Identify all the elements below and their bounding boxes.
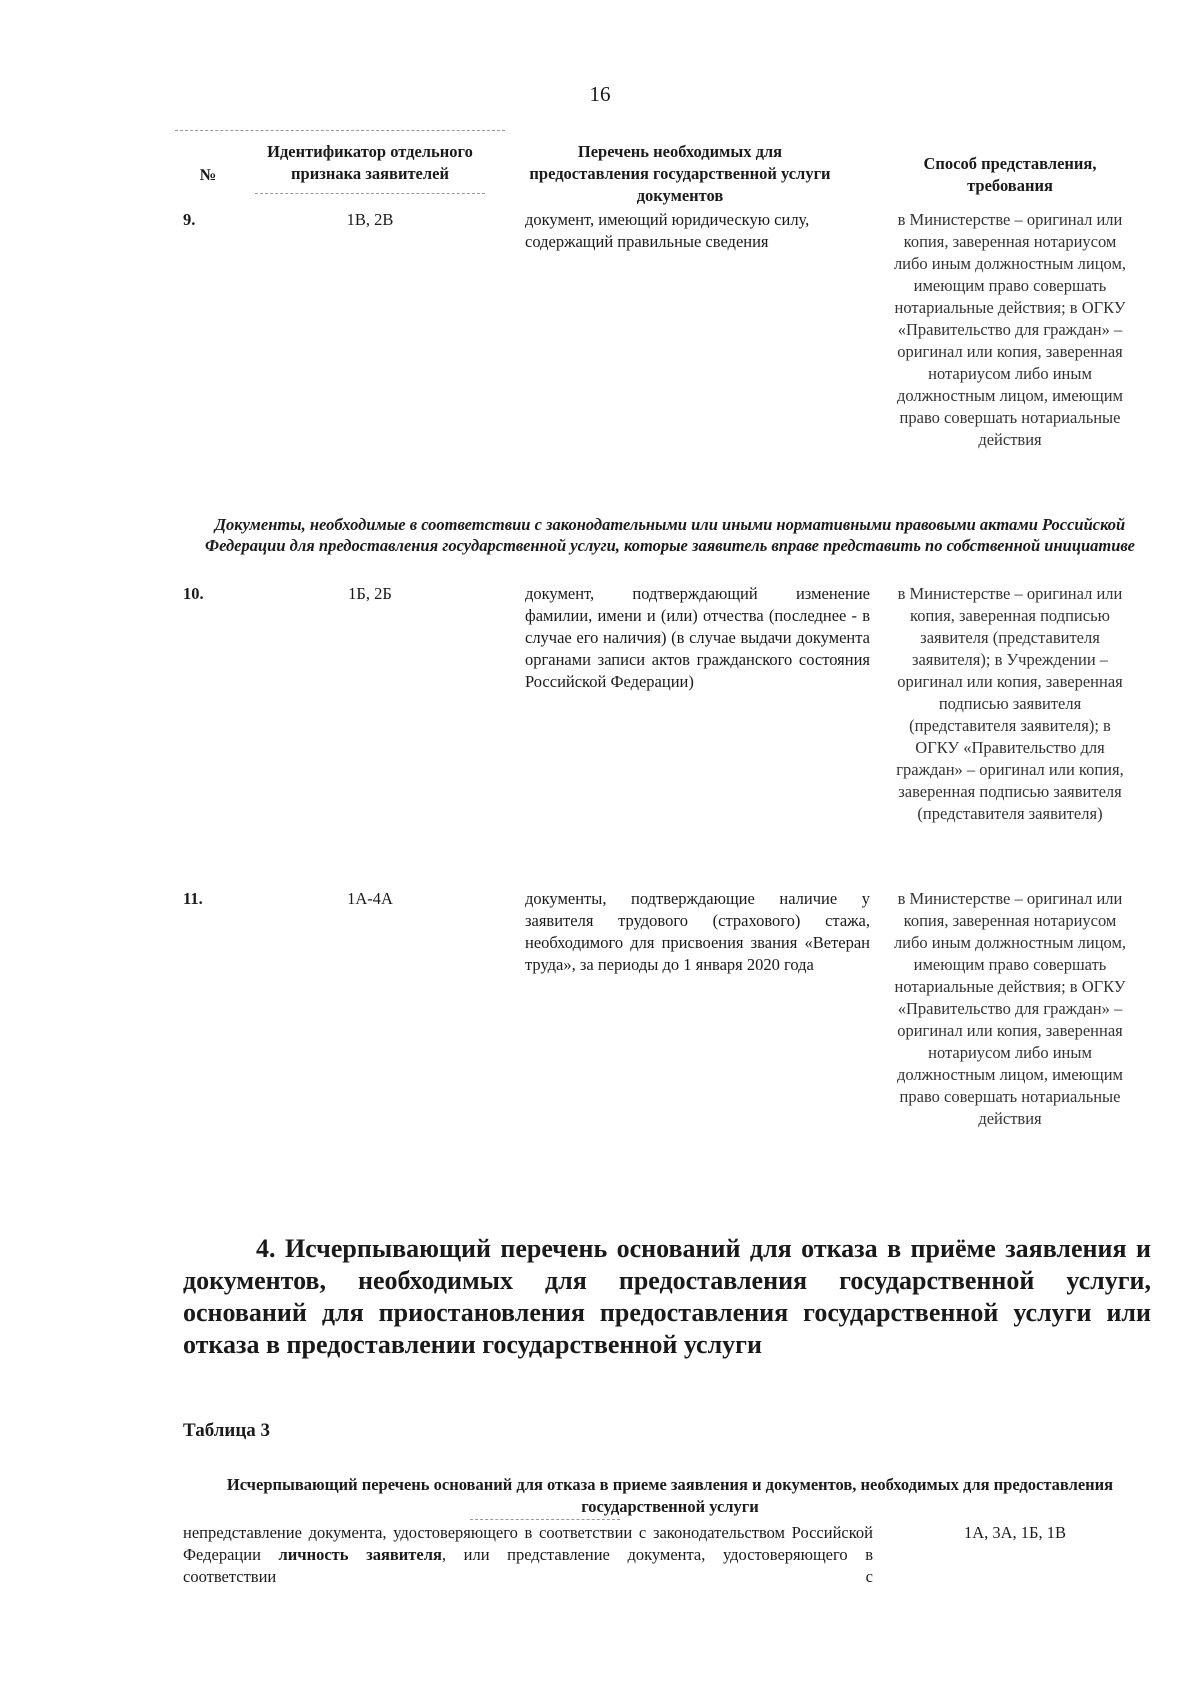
row-method: в Министерстве – оригинал или копия, заверенная подписью заявителя (представителя заявителя); в Учреждении – оригинал или копия, заверенная подписью заявителя (представителя заявителя); в ОГКУ «Правительство для граждан» – оригинал или копия, заверенная подписью заявителя (представителя заявителя) (896, 584, 1124, 823)
row-method: в Министерстве – оригинал или копия, заверенная нотариусом либо иным должностным лицом, имеющим право совершать нотариальные действия; в ОГКУ «Правительство для граждан» – оригинал или копия, заверенная нотариусом либо иным должностным лицом, имеющим право совершать нотариальные действия (893, 210, 1127, 449)
page-number: 16 (589, 82, 611, 106)
row-number: 10. (183, 584, 204, 603)
reason-text-start: непредставление документа, удостоверяющего в соответствии с законодательством Российской Федерации (183, 1523, 873, 1564)
table-top-rule (175, 130, 505, 131)
reason-text-end: , или представление документа, удостоверяющего в соответствии с (183, 1545, 873, 1586)
row-method: в Министерстве – оригинал или копия, заверенная нотариусом либо иным должностным лицом, имеющим право совершать нотариальные действия; в ОГКУ «Правительство для граждан» – оригинал или копия, заверенная нотариусом либо иным должностным лицом, имеющим право совершать нотариальные действия (893, 889, 1127, 1128)
row-number: 11. (183, 889, 203, 908)
row-document: документ, имеющий юридическую силу, содержащий правильные сведения (525, 210, 810, 251)
subsection-heading: Документы, необходимые в соответствии с законодательными или иными нормативными правовыми актами Российской Федерации для предоставления государственной услуги, которые заявитель вправе представить по собственной инициативе (205, 515, 1135, 555)
row-document: документ, подтверждающий изменение фамилии, имени и (или) отчества (последнее - в случае его наличия) (в случае выдачи документа органами записи актов гражданского состояния Российской Федерации) (525, 584, 870, 691)
reason-text-bold: личность заявителя (278, 1545, 442, 1564)
row-identifiers: 1Б, 2Б (348, 584, 392, 603)
header-method: Способ представления, требования (923, 154, 1097, 195)
row-document: документы, подтверждающие наличие у заявителя трудового (страхового) стажа, необходимого для присвоения звания «Ветеран труда», за периоды до 1 января 2020 года (525, 889, 870, 974)
header-number: № (199, 165, 217, 184)
header-documents: Перечень необходимых для предоставления государственной услуги документов (529, 142, 831, 205)
table3-title-rule (470, 1519, 620, 1520)
row-identifiers: 1А, 3А, 1Б, 1В (963, 1523, 1067, 1542)
row-identifiers: 1В, 2В (346, 210, 394, 229)
header-identifier: Идентификатор отдельного признака заявителей (267, 142, 473, 183)
row-reason (183, 1522, 873, 1588)
row-number: 9. (183, 210, 196, 229)
table-header-rule (255, 193, 485, 194)
table-title: Исчерпывающий перечень оснований для отказа в приеме заявления и документов, необходимых для предоставления государственной услуги (226, 1475, 1114, 1516)
row-identifiers: 1А-4А (347, 889, 393, 908)
table-label: Таблица 3 (183, 1420, 271, 1441)
section-heading: 4. Исчерпывающий перечень оснований для отказа в приёме заявления и документов, необходимых для предоставления государственной услуги, оснований для приостановления предоставления государственной услуги или отказа в предоставлении государственной услуги (183, 1234, 1151, 1359)
